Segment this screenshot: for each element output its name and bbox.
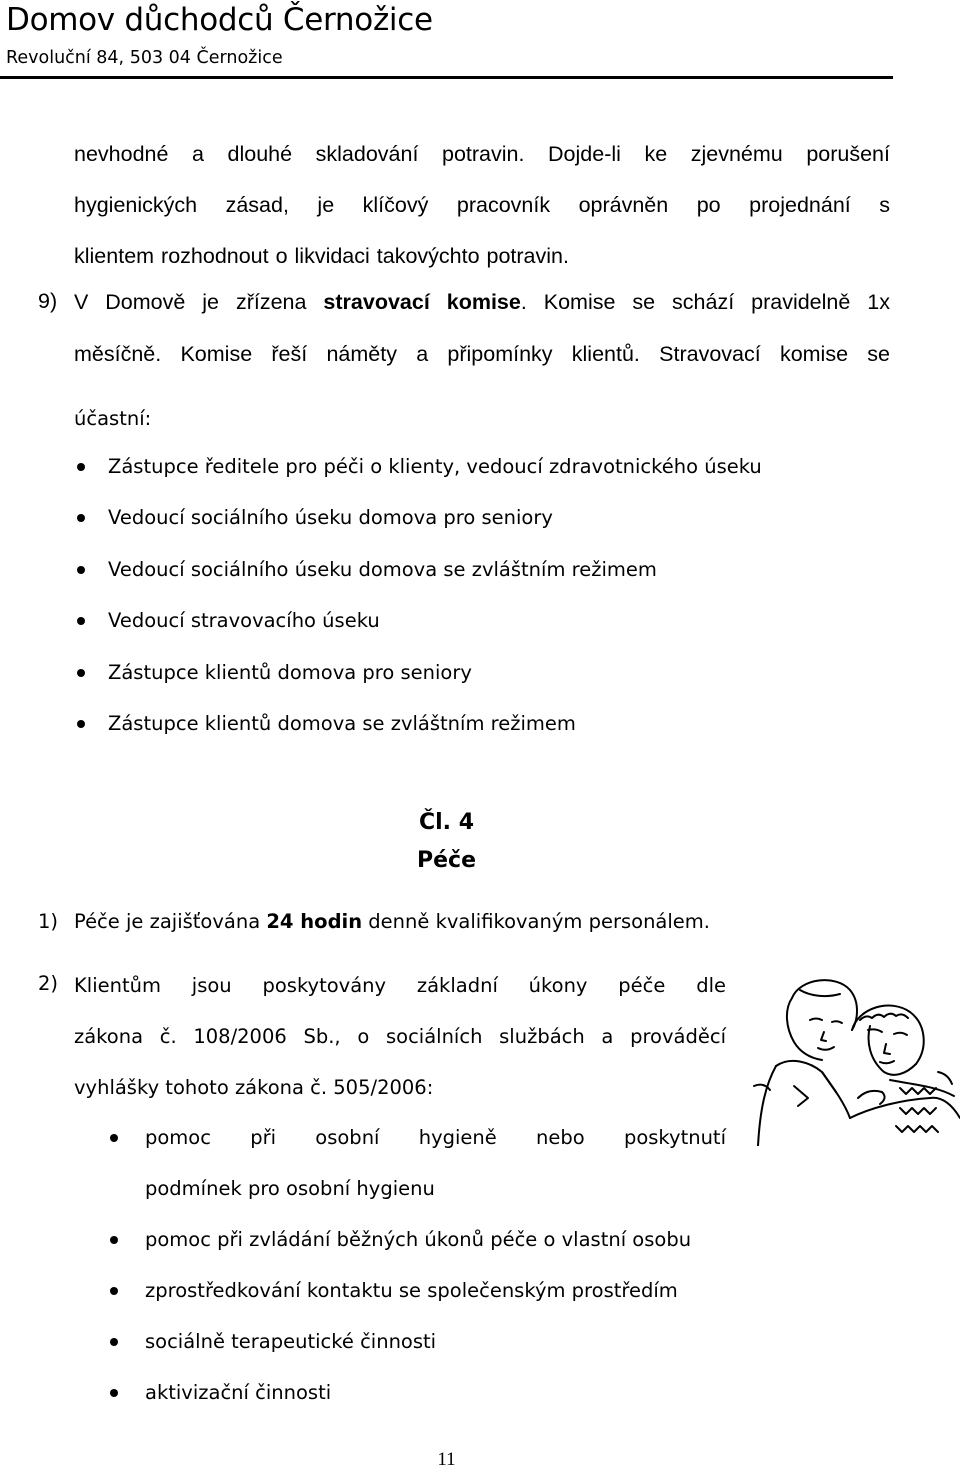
section-number: Čl. 4 <box>418 810 474 835</box>
intro-line-3: klientem rozhodnout o likvidaci takovýchto potravin. <box>74 244 569 268</box>
point-1-text-b: denně kvalifikovaným personálem. <box>368 910 710 933</box>
point-2-line-1: Klientům jsou poskytovány základní úkony péče dle <box>74 974 726 997</box>
commission-members-list <box>74 441 934 749</box>
care-hygiene-line-2: podmínek pro osobní hygienu <box>145 1177 435 1200</box>
list-item: Vedoucí stravovacího úseku <box>74 595 934 646</box>
header-divider <box>0 76 893 79</box>
item-9-line-3: účastní: <box>74 407 152 430</box>
list-item: Vedoucí sociálního úseku domova se zvláštním režimem <box>74 544 934 595</box>
list-item <box>110 1112 726 1214</box>
item-9-line-2a: měsíčně. Komise řeší náměty a připomínky klientů. <box>74 342 640 366</box>
item-9-text-b: . Komise se schází pravidelně 1x <box>520 290 890 314</box>
list-item: sociálně terapeutické činnosti <box>110 1316 890 1367</box>
intro-line-1: nevhodné a dlouhé skladování potravin. Dojde-li ke zjevnému porušení <box>74 142 890 166</box>
list-item: zprostředkování kontaktu se společenským prostředím <box>110 1265 890 1316</box>
item-9-text-a: V Domově je zřízena <box>74 290 307 314</box>
header-title: Domov důchodců Černožice <box>6 2 433 38</box>
header-address: Revoluční 84, 503 04 Černožice <box>6 48 283 68</box>
list-item: pomoc při zvládání běžných úkonů péče o vlastní osobu <box>110 1214 890 1265</box>
item-9-line-2b: Stravovací komise se <box>659 342 890 366</box>
care-hygiene-line-1: pomoc při osobní hygieně nebo poskytnutí <box>145 1126 726 1149</box>
list-item: Vedoucí sociálního úseku domova pro seniory <box>74 492 934 543</box>
list-item: Zástupce klientů domova se zvláštním režimem <box>74 698 934 749</box>
point-1-text <box>74 910 710 933</box>
point-2-number: 2) <box>38 972 59 995</box>
point-2-line-3: vyhlášky tohoto zákona č. 505/2006: <box>74 1076 434 1099</box>
item-9-line-1 <box>74 289 890 315</box>
section-title: Péče <box>416 848 476 873</box>
point-1-bold: 24 hodin <box>266 910 363 933</box>
item-9-number: 9) <box>38 289 58 313</box>
point-2-text <box>74 960 726 1113</box>
page-number: 11 <box>437 1449 456 1470</box>
item-9-line-2 <box>74 341 890 367</box>
point-2-line-2: zákona č. 108/2006 Sb., o sociálních službách a prováděcí <box>74 1025 726 1048</box>
caregiver-illustration <box>740 968 960 1146</box>
intro-line-2: hygienických zásad, je klíčový pracovník oprávněn po projednání s <box>74 193 890 217</box>
item-9-bold: stravovací komise <box>323 290 521 314</box>
list-item: Zástupce ředitele pro péči o klienty, vedoucí zdravotnického úseku <box>74 441 934 492</box>
list-item: aktivizační činnosti <box>110 1367 890 1418</box>
list-item: Zástupce klientů domova pro seniory <box>74 647 934 698</box>
point-1-number: 1) <box>38 910 59 933</box>
point-1-text-a: Péče je zajišťována <box>74 910 261 933</box>
care-items-list <box>110 1112 890 1418</box>
